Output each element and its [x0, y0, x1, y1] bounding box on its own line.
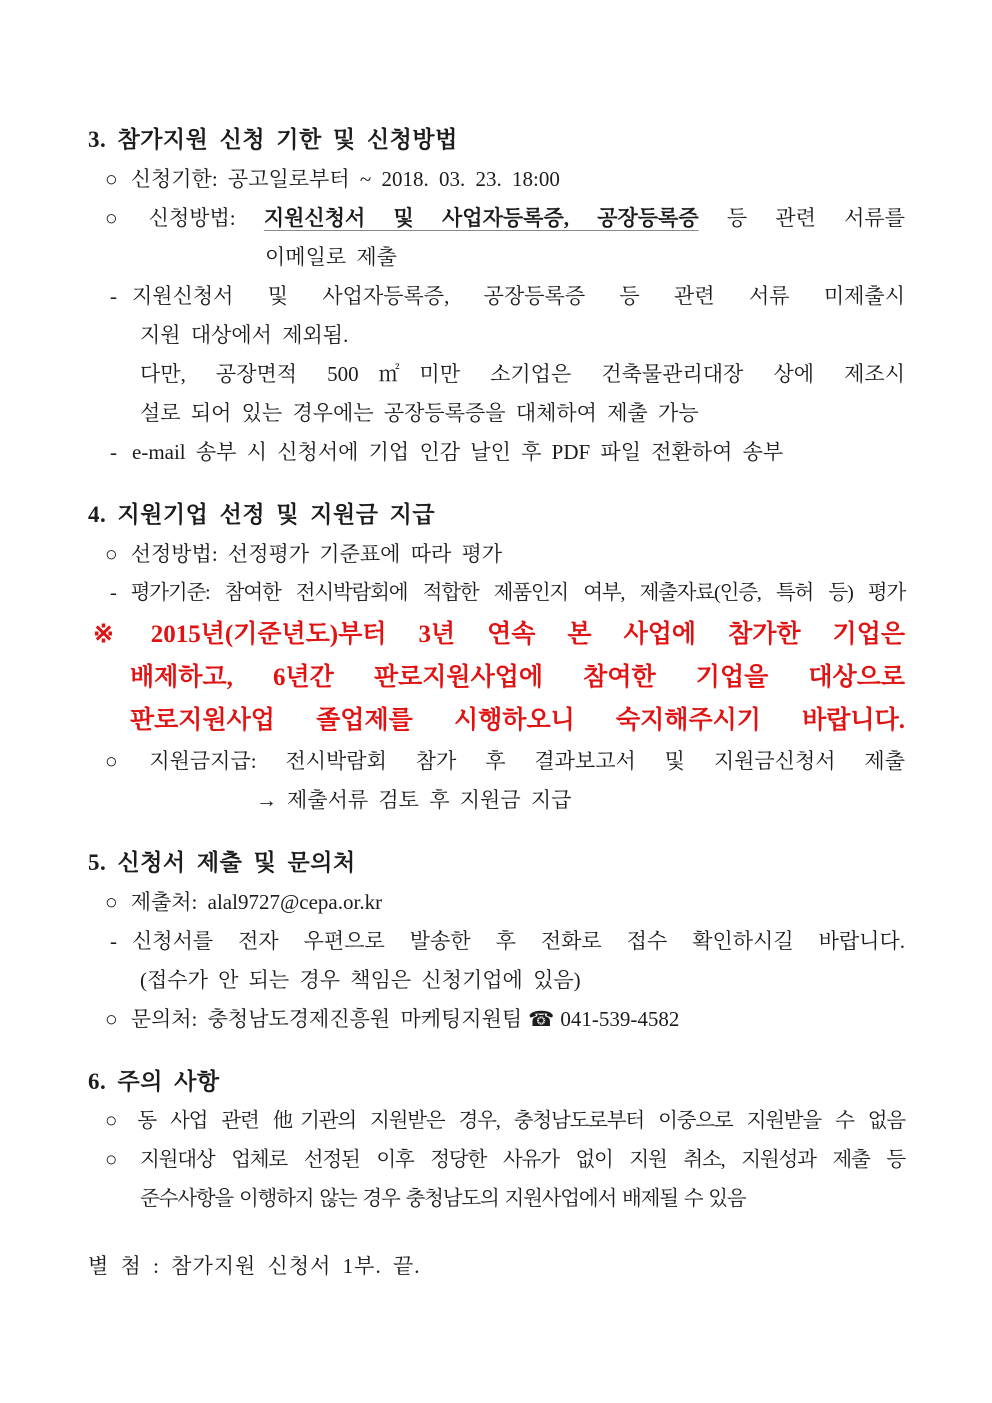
excluded-line: 지원 대상에서 제외됨.: [140, 323, 349, 347]
circle-bullet-icon: ○: [105, 890, 118, 914]
method-required-docs: 지원신청서 및 사업자등록증, 공장등록증: [263, 206, 699, 230]
circle-bullet-icon: ○: [105, 167, 118, 191]
circle-bullet-icon: ○: [105, 542, 118, 566]
email-seal-text: e-mail 송부 시 신청서에 기업 인감 날인 후 PDF 파일 전환하여 송부: [132, 440, 784, 464]
section-contact: [88, 843, 905, 1039]
dash-bullet-icon: -: [110, 440, 117, 464]
payment-text: 지원금지급: 전시박람회 참가 후 결과보고서 및 지원금신청서 제출: [149, 749, 905, 773]
graduation-notice-line-2: 배제하고, 6년간 판로지원사업에 참여한 기업을 대상으로: [130, 664, 905, 691]
criteria-text: 평가기준: 참여한 전시박람회에 적합한 제품인지 여부, 제출자료(인증, 특허 등) 평가: [130, 582, 905, 604]
attachment-note: 별 첨 : 참가지원 신청서 1부. 끝.: [88, 1254, 421, 1278]
payment-flow-line: [88, 781, 905, 820]
contact-line: [88, 1000, 905, 1039]
method-prefix: 신청방법:: [148, 206, 264, 230]
circle-bullet-icon: ○: [105, 749, 137, 773]
factory-area-line: 다만, 공장면적 500㎡미만 소기업은 건축물관리대장 상에 제조시: [140, 362, 905, 386]
contact-phone-number: 041-539-4582: [560, 1007, 680, 1031]
caution-compliance-text-1: 지원대상 업체로 선정된 이후 정당한 사유가 없이 지원 취소, 지원성과 제출 등: [140, 1149, 906, 1171]
caution-compliance-line-2: 준수사항을 이행하지 않는 경우 충청남도의 지원사업에서 배제될 수 있음: [140, 1188, 746, 1210]
submit-line: [88, 883, 905, 922]
deadline-text: 신청기한: 공고일로부터 ~ 2018. 03. 23. 18:00: [130, 167, 560, 191]
arrow-right-icon: →: [256, 788, 277, 812]
section-selection: [88, 495, 905, 820]
confirm-text: 신청서를 전자 우편으로 발송한 후 전화로 접수 확인하시길 바랍니다.: [132, 929, 905, 953]
contact-label: 문의처: 충청남도경제진흥원 마케팅지원팀: [130, 1007, 523, 1031]
confirm-line: [88, 922, 905, 961]
substitute-line: 설로 되어 있는 경우에는 공장등록증을 대체하여 제출 가능: [140, 401, 699, 425]
email-seal-line: [88, 433, 905, 472]
circle-bullet-icon: ○: [105, 1149, 128, 1171]
section-application: [88, 120, 905, 472]
section-cautions: [88, 1062, 905, 1219]
graduation-notice-line-3: 판로지원사업 졸업제를 시행하오니 숙지해주시기 바랍니다.: [130, 707, 905, 734]
graduation-notice-text-1: 2015년(기준년도)부터 3년 연속 본 사업에 참가한 기업은: [150, 621, 905, 648]
circle-bullet-icon: ○: [105, 1007, 118, 1031]
email-address: alal9727@cepa.or.kr: [207, 890, 383, 914]
missing-docs-text: 지원신청서 및 사업자등록증, 공장등록증 등 관련 서류 미제출시: [132, 284, 905, 308]
caution-compliance-line-1: [88, 1141, 905, 1180]
confirm-note-line: (접수가 안 되는 경우 책임은 신청기업에 있음): [140, 968, 581, 992]
method-suffix: 등 관련 서류를: [698, 206, 905, 230]
dash-bullet-icon: -: [110, 582, 116, 604]
selection-method-text: 선정방법: 선정평가 기준표에 따라 평가: [130, 542, 503, 566]
criteria-line: [88, 574, 905, 613]
phone-icon: ☎: [528, 1007, 555, 1031]
missing-docs-line: [88, 277, 905, 316]
payment-flow-text: 제출서류 검토 후 지원금 지급: [287, 788, 572, 812]
selection-method-line: [88, 535, 905, 574]
section-4-title: 4. 지원기업 선정 및 지원금 지급: [88, 502, 436, 527]
section-3-title: 3. 참가지원 신청 기한 및 신청방법: [88, 127, 458, 152]
section-6-title: 6. 주의 사항: [88, 1069, 220, 1094]
dash-bullet-icon: -: [110, 929, 117, 953]
section-5-title: 5. 신청서 제출 및 문의처: [88, 850, 356, 875]
method-line: [88, 199, 905, 238]
caution-duplicate-text: 동 사업 관련 他기관의 지원받은 경우, 충청남도로부터 이중으로 지원받을 수 없음: [137, 1110, 905, 1132]
circle-bullet-icon: ○: [105, 206, 136, 230]
method-continuation: 이메일로 제출: [265, 245, 397, 269]
submit-label: 제출처:: [130, 890, 208, 914]
payment-line: [88, 742, 905, 781]
circle-bullet-icon: ○: [105, 1110, 125, 1132]
caution-duplicate-line: [88, 1102, 905, 1141]
deadline-line: [88, 160, 905, 199]
graduation-notice-line-1: [88, 613, 905, 656]
reference-mark-icon: ※: [93, 621, 135, 648]
dash-bullet-icon: -: [110, 284, 117, 308]
